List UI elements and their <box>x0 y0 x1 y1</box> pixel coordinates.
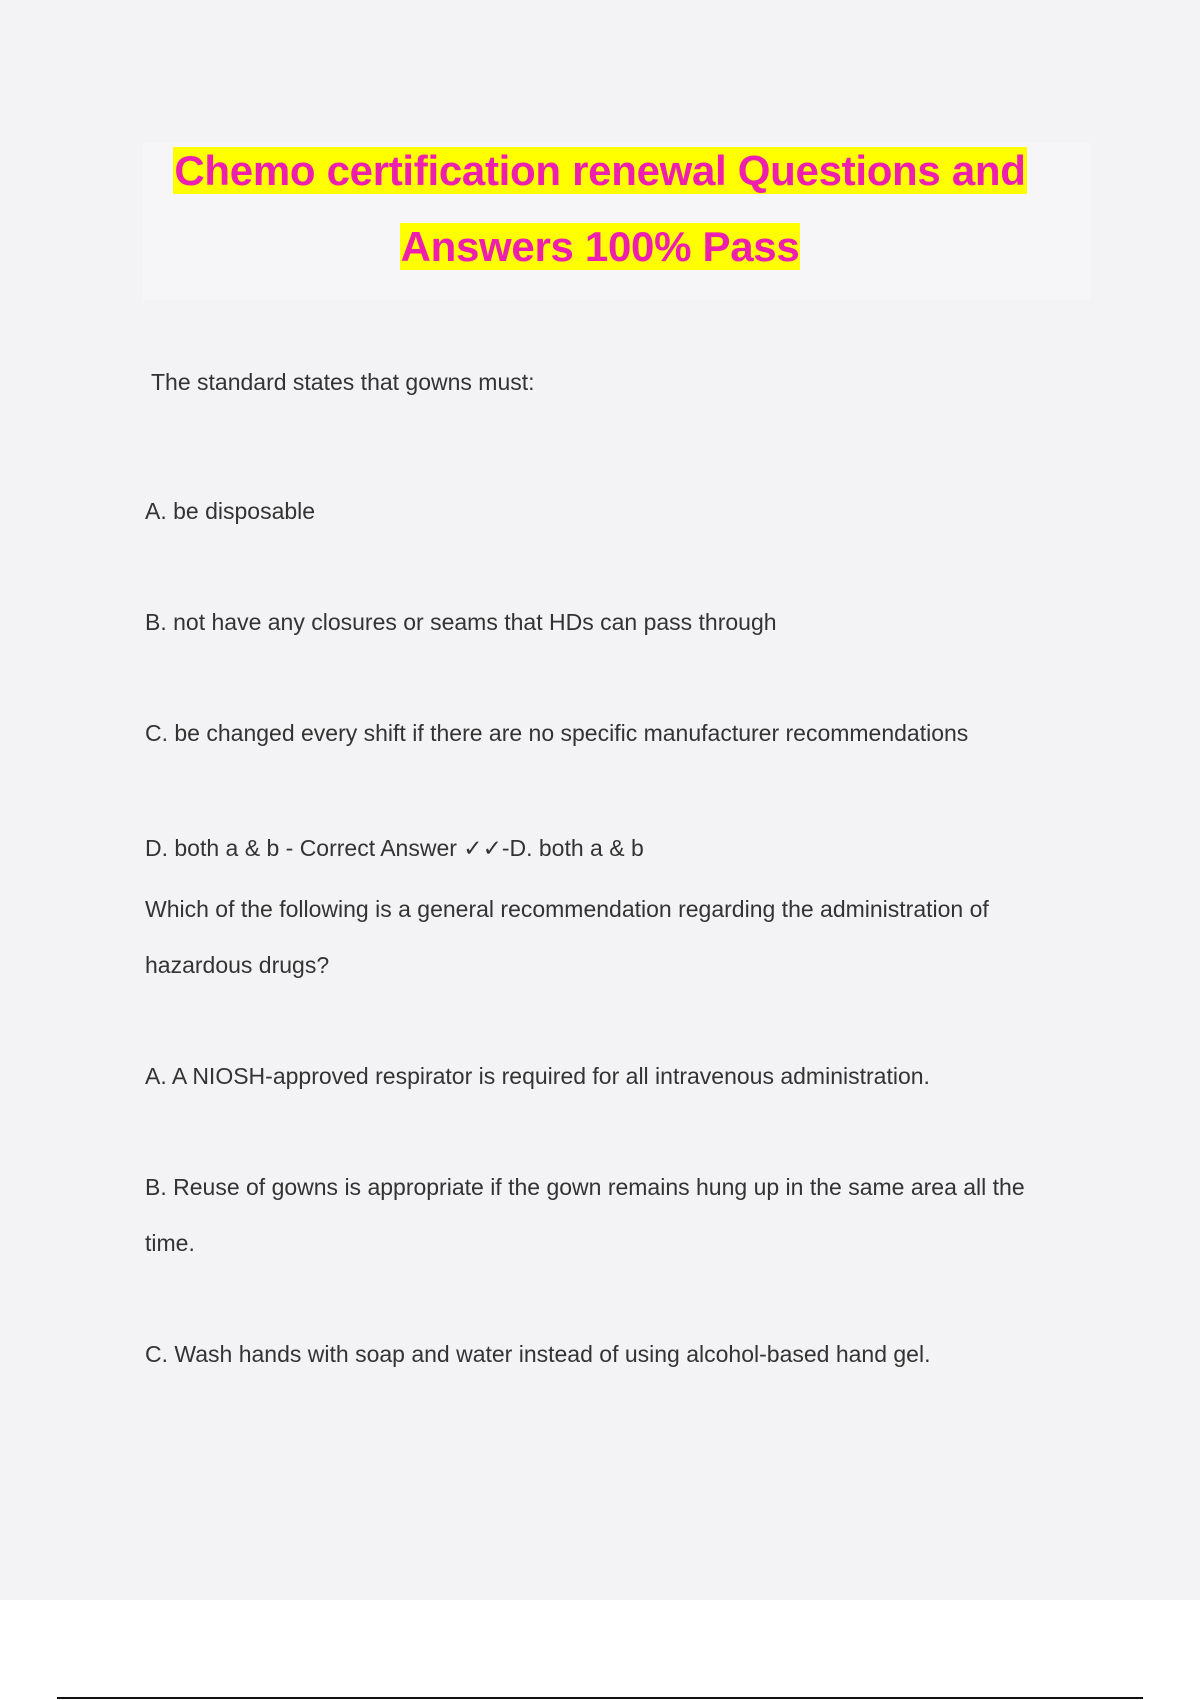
question-1-option-a: A. be disposable <box>145 498 316 524</box>
question-2-stem-line-2: hazardous drugs? <box>145 952 330 978</box>
question-1-option-d-answer: D. both a & b - Correct Answer ✓✓-D. both a & b <box>145 835 644 861</box>
question-1-option-b: B. not have any closures or seams that HDs can pass through <box>145 609 777 635</box>
question-1-stem: The standard states that gowns must: <box>151 369 535 395</box>
question-2-option-b-line-2: time. <box>145 1230 195 1256</box>
question-2-option-c: C. Wash hands with soap and water instead of using alcohol-based hand gel. <box>145 1341 931 1367</box>
document-title-text-2: Answers 100% Pass <box>400 223 800 270</box>
footer-divider <box>57 1697 1143 1699</box>
document-title-line-1 <box>0 146 1200 196</box>
question-2-stem-line-1: Which of the following is a general recommendation regarding the administration of <box>145 896 989 922</box>
question-1-option-c: C. be changed every shift if there are no specific manufacturer recommendations <box>145 720 969 746</box>
question-2-option-a: A. A NIOSH-approved respirator is required for all intravenous administration. <box>145 1063 930 1089</box>
document-title-line-2 <box>0 222 1200 272</box>
question-2-option-b-line-1: B. Reuse of gowns is appropriate if the gown remains hung up in the same area all the <box>145 1174 1025 1200</box>
document-title-text-1: Chemo certification renewal Questions and <box>174 147 1026 194</box>
